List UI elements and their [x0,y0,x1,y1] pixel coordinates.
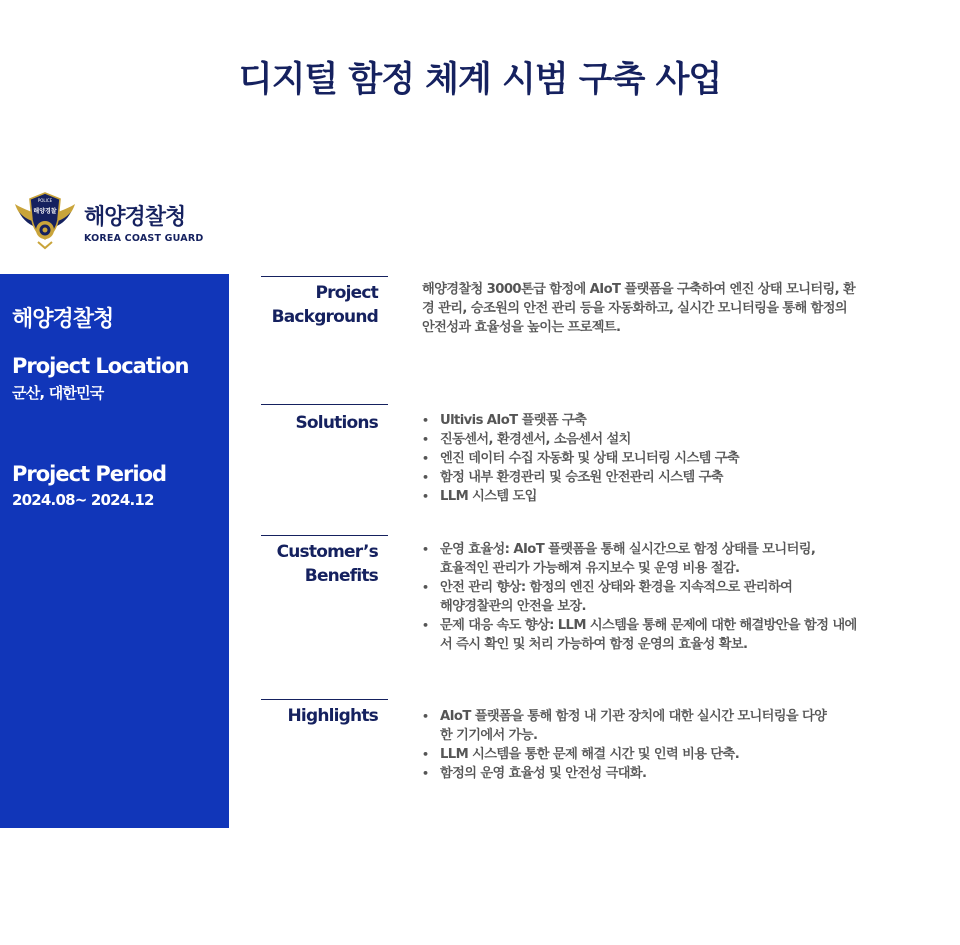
project-period-value: 2024.08~ 2024.12 [12,491,154,509]
background-description: 해양경찰청 3000톤급 함정에 AIoT 플랫폼을 구축하여 엔진 상태 모니터링, 환 경 관리, 승조원의 안전 관리 등을 자동화하고, 실시간 모니터링을 통해 함정의 안전성과 효율성을 높이는 프로젝트. [422,282,856,335]
highlights-list [422,707,912,783]
list-item: • 안전 관리 향상: 함정의 엔진 상태와 환경을 지속적으로 관리하여 해양경찰관의 안전을 보장. [422,578,912,616]
project-location-value: 군산, 대한민국 [12,384,104,402]
list-item: • 문제 대응 속도 향상: LLM 시스템을 통해 문제에 대한 해결방안을 함정 내에 서 즉시 확인 및 처리 가능하여 함정 운영의 효율성 확보. [422,616,912,654]
list-item: • 엔진 데이터 수집 자동화 및 상태 모니터링 시스템 구축 [422,449,912,468]
benefits-list [422,540,912,654]
coast-guard-emblem-icon [14,190,76,250]
svg-text:POLICE: POLICE [37,198,53,203]
solutions-heading: Solutions [295,413,378,433]
svg-text:해양경찰: 해양경찰 [33,208,57,215]
benefits-heading: Customer’s Benefits [276,542,378,586]
list-item: • 진동센서, 환경센서, 소음센서 설치 [422,430,912,449]
background-heading: Project Background [271,283,378,327]
list-item: • Ultivis AIoT 플랫폼 구축 [422,411,912,430]
solutions-list [422,411,912,506]
background-divider [261,276,388,277]
logo-name-english: KOREA COAST GUARD [84,233,204,244]
project-info-sidebar [0,274,229,828]
list-item: • AIoT 플랫폼을 통해 함정 내 기관 장치에 대한 실시간 모니터링을 다양 한 기기에서 가능. [422,707,912,745]
sidebar-org-name: 해양경찰청 [12,307,114,332]
highlights-divider [261,699,388,700]
page-title: 디지털 함정 체계 시범 구축 사업 [238,60,722,100]
benefits-divider [261,535,388,536]
list-item: • 함정 내부 환경관리 및 승조원 안전관리 시스템 구축 [422,468,912,487]
list-item: • 운영 효율성: AIoT 플랫폼을 통해 실시간으로 함정 상태를 모니터링, 효율적인 관리가 가능해져 유지보수 및 운영 비용 절감. [422,540,912,578]
list-item: • LLM 시스템을 통한 문제 해결 시간 및 인력 비용 단축. [422,745,912,764]
list-item: • LLM 시스템 도입 [422,487,912,506]
solutions-divider [261,404,388,405]
list-item: • 함정의 운영 효율성 및 안전성 극대화. [422,764,912,783]
coast-guard-logo [14,190,254,250]
highlights-heading: Highlights [287,706,378,726]
project-period-label: Project Period [12,462,167,486]
logo-name-korean: 해양경찰청 [84,205,186,230]
project-location-label: Project Location [12,354,189,378]
